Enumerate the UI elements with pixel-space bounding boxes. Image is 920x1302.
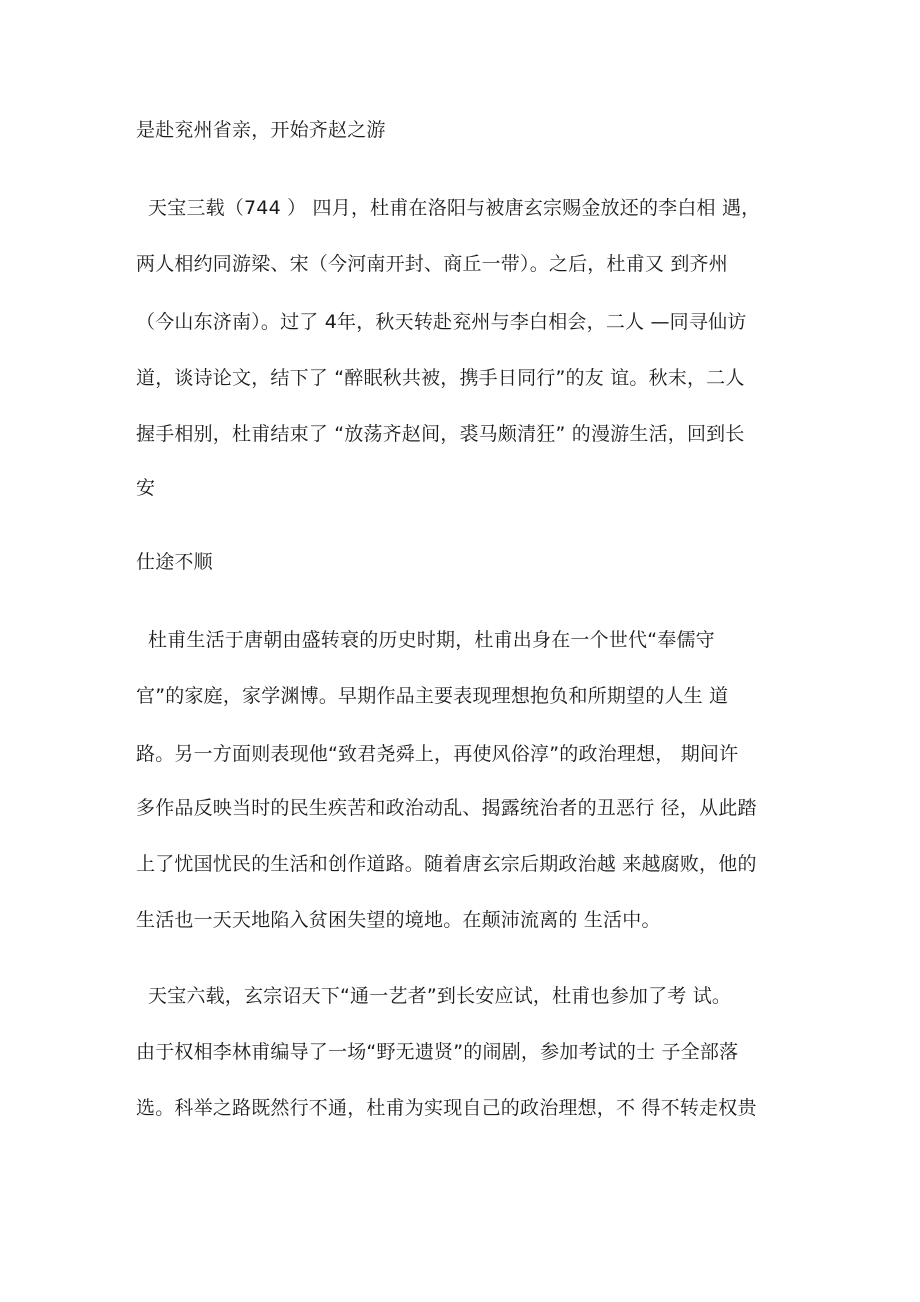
paragraph-line: 是赴兖州省亲，开始齐赵之游	[136, 119, 386, 141]
paragraph-line: 生活也一天天地陷入贫困失望的境地。在颠沛流离的 生活中。	[136, 909, 661, 931]
paragraph-line: 杜甫生活于唐朝由盛转衰的历史时期，杜甫出身在一个世代“奉儒守	[148, 629, 715, 651]
paragraph-line: （今山东济南）。过了 4年，秋天转赴兖州与李白相会，二人 —同寻仙访	[136, 311, 747, 333]
paragraph-line: 握手相别，杜甫结束了 “放荡齐赵间，裘马颇清狂” 的漫游生活，回到长	[136, 423, 745, 445]
paragraph-line: 天宝六载，玄宗诏天下“通一艺者”到长安应试，杜甫也参加了考 试。	[148, 985, 732, 1007]
paragraph-line: 选。科举之路既然行不通，杜甫为实现自己的政治理想，不 得不转走权贵	[136, 1097, 757, 1119]
paragraph-line: 多作品反映当时的民生疾苦和政治动乱、揭露统治者的丑恶行 径，从此踏	[136, 797, 757, 819]
paragraph-line: 路。另一方面则表现他“致君尧舜上，再使风俗淳”的政治理想， 期间许	[136, 743, 739, 765]
paragraph-line: 天宝三载（744 ） 四月，杜甫在洛阳与被唐玄宗赐金放还的李白相 遇，	[148, 197, 761, 219]
paragraph-line: 两人相约同游梁、宋（今河南开封、商丘一带）。之后，杜甫又 到齐州	[136, 253, 728, 275]
paragraph-line: 安	[136, 477, 156, 499]
paragraph-line: 道，谈诗论文，结下了 “醉眠秋共被，携手日同行”的友 谊。秋末，二人	[136, 367, 745, 389]
paragraph-line: 由于权相李林甫编导了一场“野无遗贤”的闹剧，参加考试的士 子全部落	[136, 1041, 739, 1063]
paragraph-line: 上了忧国忧民的生活和创作道路。随着唐玄宗后期政治越 来越腐败，他的	[136, 853, 757, 875]
section-heading: 仕途不顺	[136, 551, 213, 573]
paragraph-line: 官”的家庭，家学渊博。早期作品主要表现理想抱负和所期望的人生 道	[136, 685, 729, 707]
